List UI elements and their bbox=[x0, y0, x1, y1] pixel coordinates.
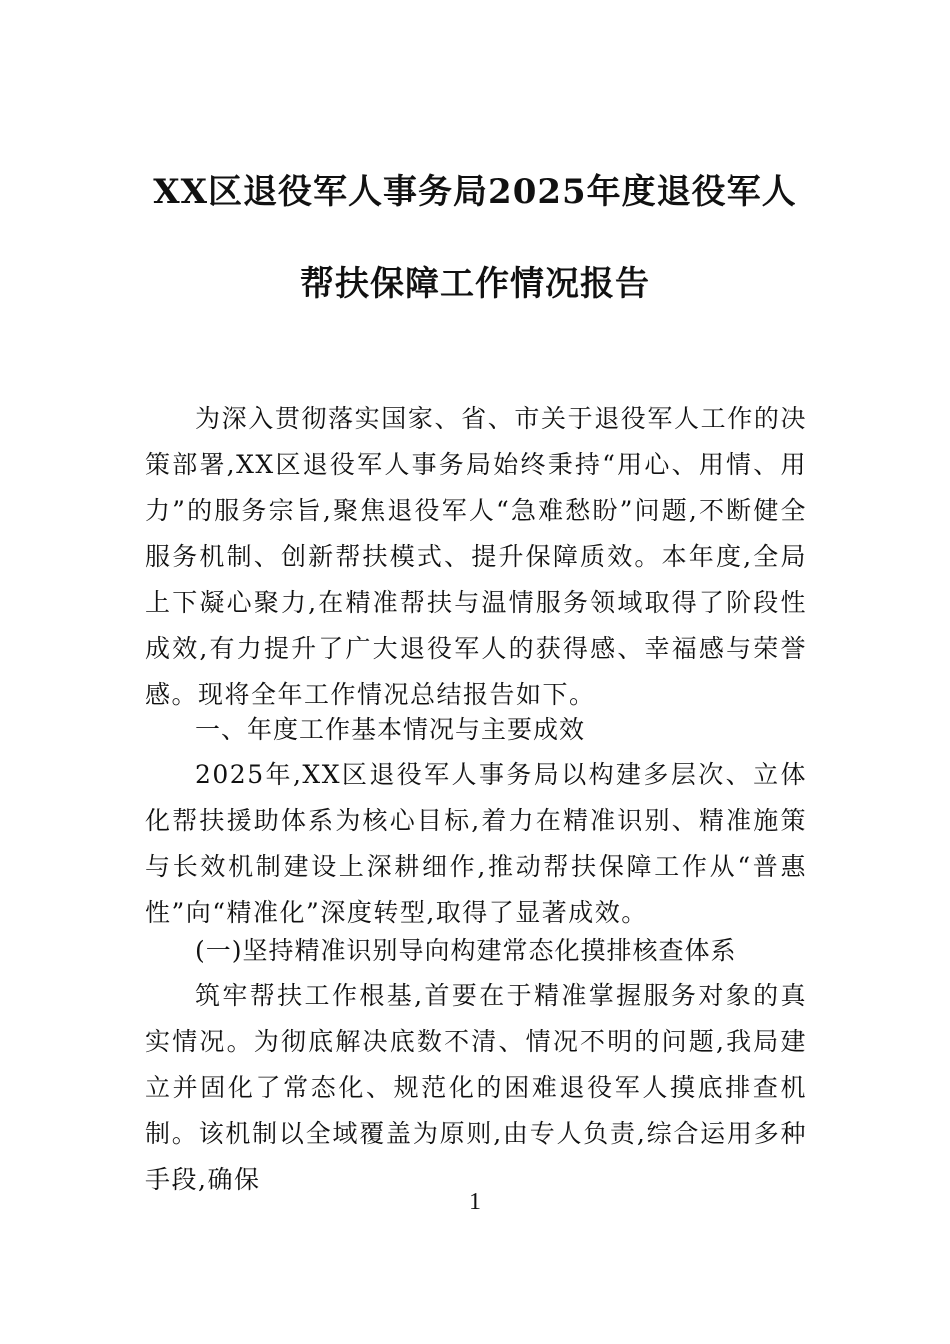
subsection-heading-1: (一)坚持精准识别导向构建常态化摸排核查体系 bbox=[195, 936, 737, 965]
section-1-paragraph: 2025年,XX区退役军人事务局以构建多层次、立体化帮扶援助体系为核心目标,着力在精准识别、精准施策与长效机制建设上深耕细作,推动帮扶保障工作从“普惠性”向“精准化”深度转型,取得了显著成效。 bbox=[145, 760, 807, 927]
intro-paragraph: 为深入贯彻落实国家、省、市关于退役军人工作的决策部署,XX区退役军人事务局始终秉持“用心、用情、用力”的服务宗旨,聚焦退役军人“急难愁盼”问题,不断健全服务机制、创新帮扶模式、提升保障质效。本年度,全局上下凝心聚力,在精准帮扶与温情服务领域取得了阶段性成效,有力提升了广大退役军人的获得感、幸福感与荣誉感。现将全年工作情况总结报告如下。 bbox=[145, 404, 807, 709]
page-number: 1 bbox=[469, 1189, 481, 1215]
document-title-line-1: XX区退役军人事务局2025年度退役军人 bbox=[153, 172, 797, 212]
document-title-line-2: 帮扶保障工作情况报告 bbox=[300, 264, 650, 304]
section-heading-1: 一、年度工作基本情况与主要成效 bbox=[195, 715, 586, 744]
subsection-1-paragraph: 筑牢帮扶工作根基,首要在于精准掌握服务对象的真实情况。为彻底解决底数不清、情况不明的问题,我局建立并固化了常态化、规范化的困难退役军人摸底排查机制。该机制以全域覆盖为原则,由专人负责,综合运用多种手段,确保 bbox=[145, 981, 807, 1194]
